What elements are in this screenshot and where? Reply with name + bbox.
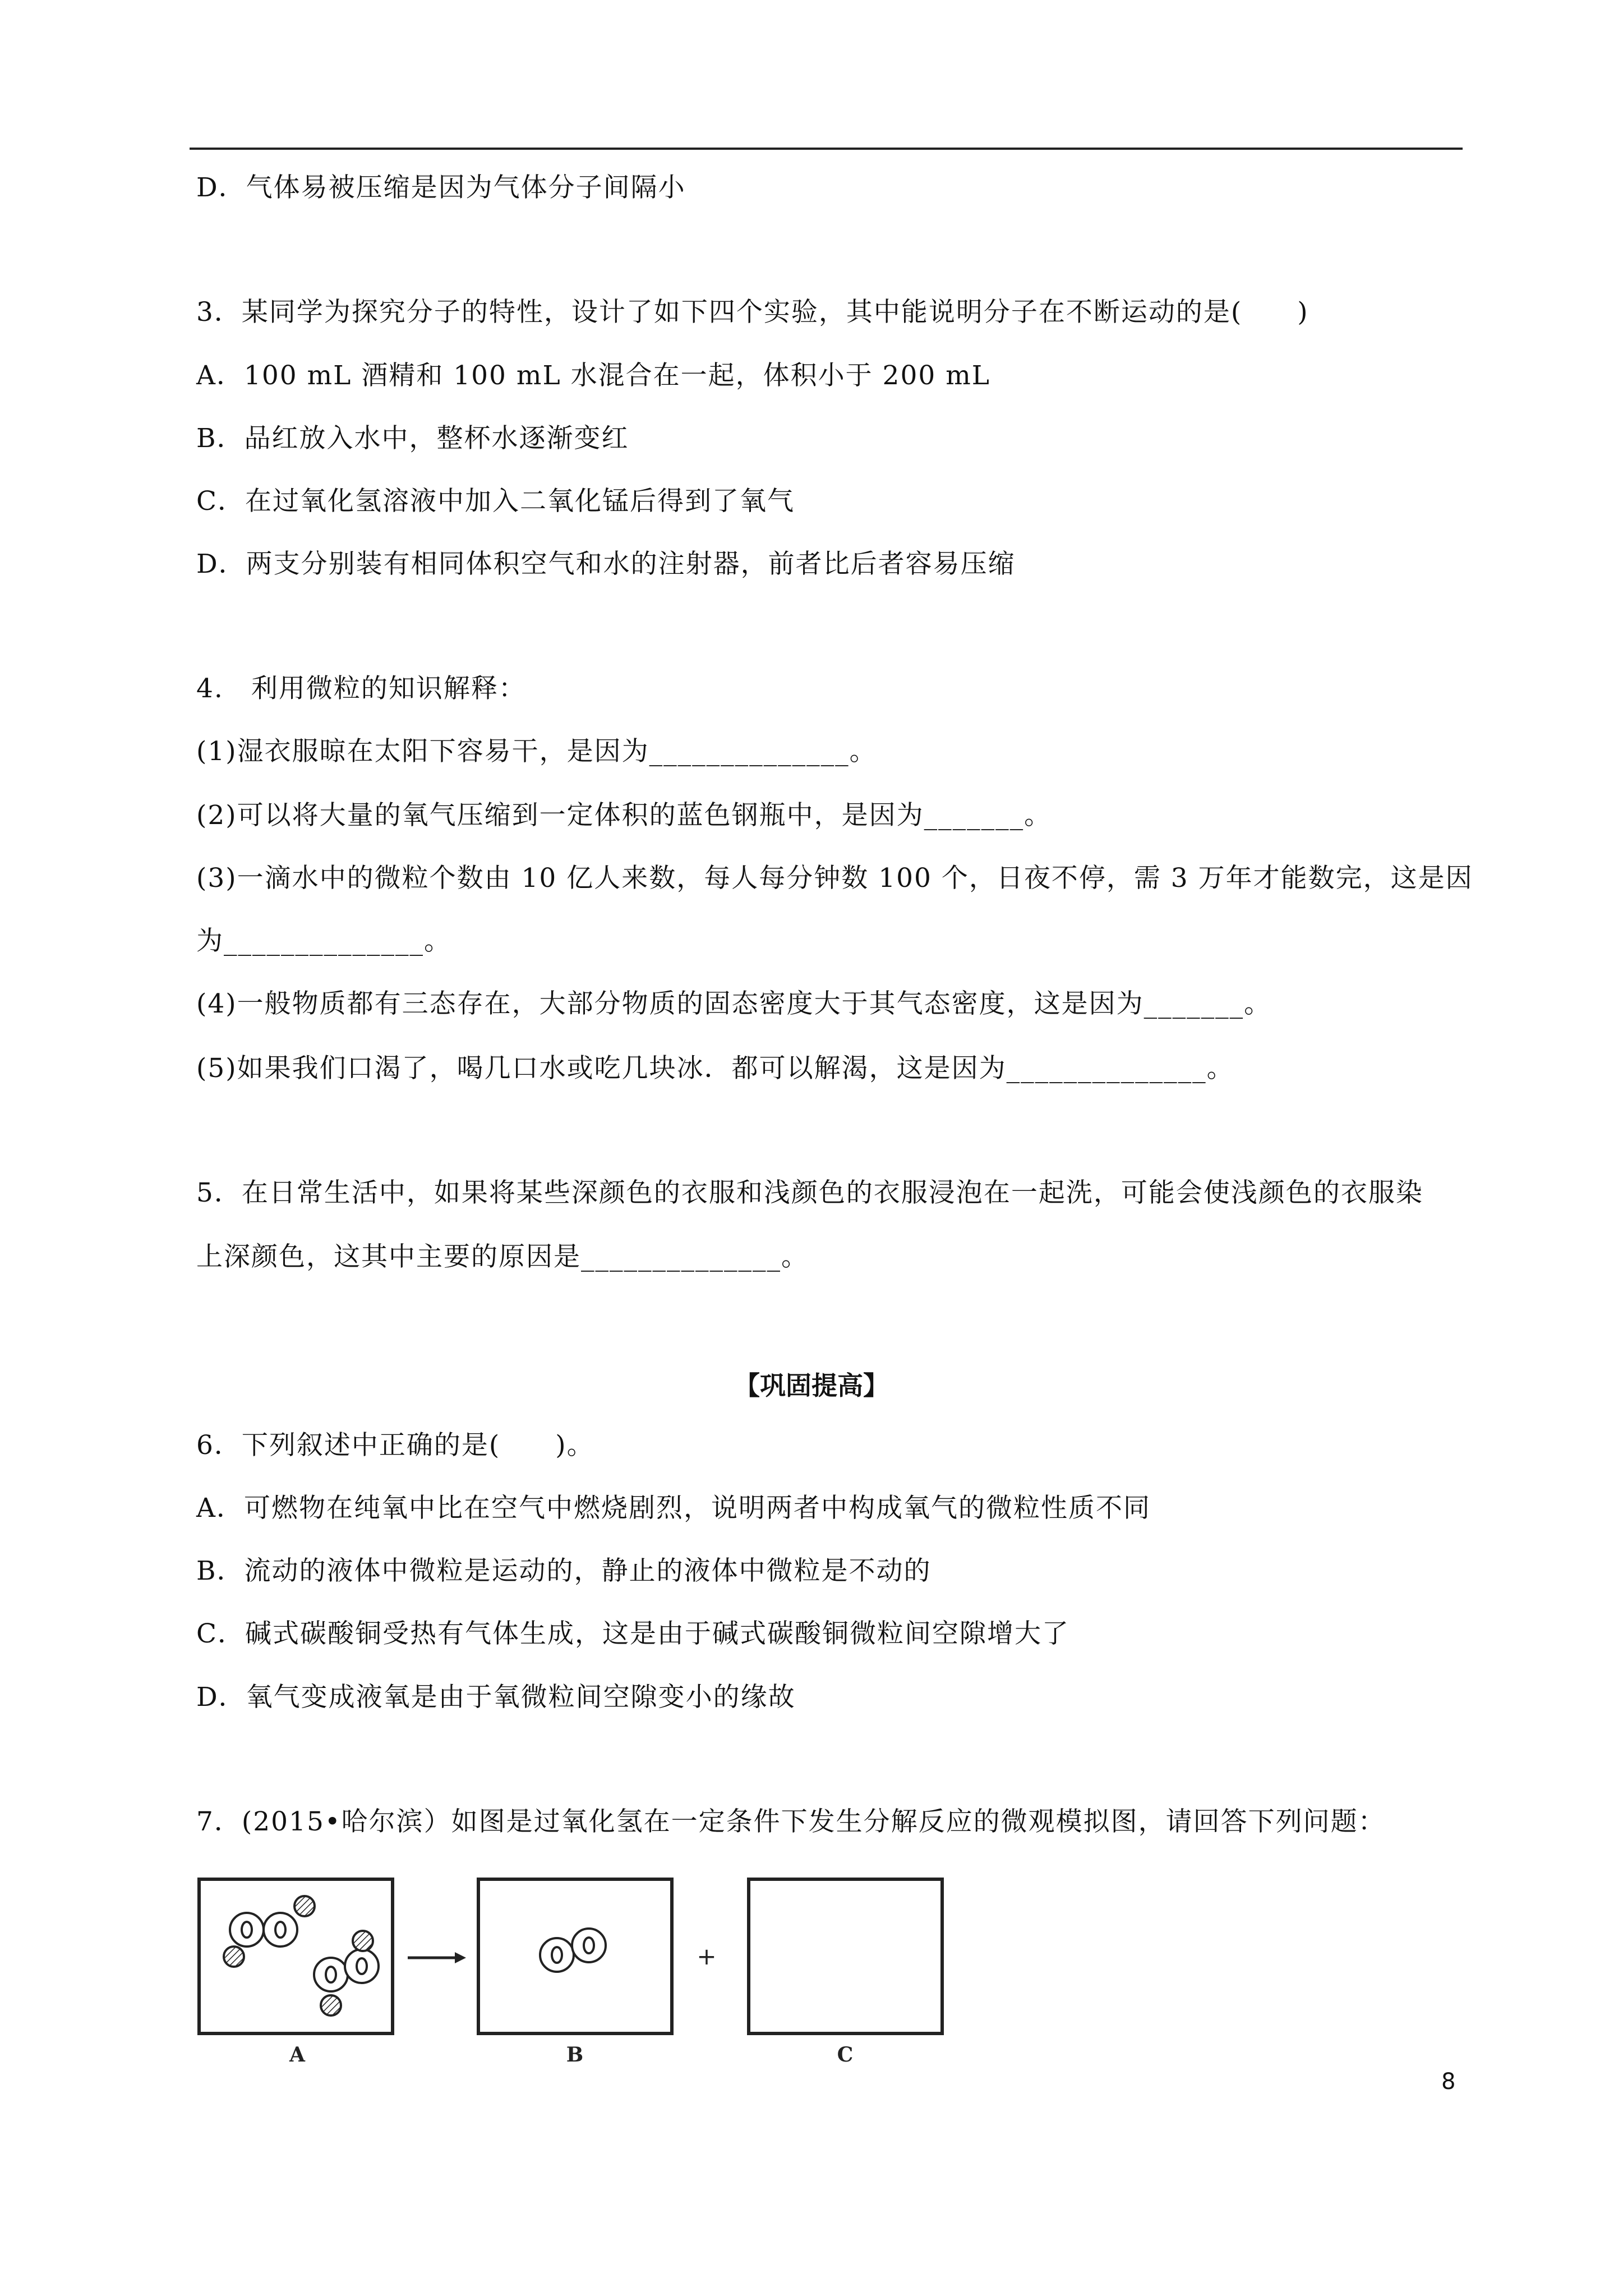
plus-sign: + (697, 1943, 717, 1970)
q6-option-d: D．氧气变成液氧是由于氧微粒间空隙变小的缘故 (196, 1682, 796, 1713)
oxygen-atom (345, 1949, 379, 1983)
header-rule (190, 148, 1463, 150)
hydrogen-atom (224, 1947, 244, 1967)
box-a-label: A (289, 2043, 305, 2067)
q4-sub-4: (4)一般物质都有三态存在，大部分物质的固态密度大于其气态密度，这是因为_______。 (196, 988, 1272, 1019)
q6-option-a: A．可燃物在纯氧中比在空气中燃烧剧烈，说明两者中构成氧气的微粒性质不同 (196, 1493, 1151, 1524)
q2-option-d: D．气体易被压缩是因为气体分子间隔小 (196, 172, 686, 203)
q6-stem: 6．下列叙述中正确的是( )。 (196, 1430, 594, 1461)
q3-option-c: C．在过氧化氢溶液中加入二氧化锰后得到了氧气 (196, 486, 795, 517)
q3-option-d: D．两支分别装有相同体积空气和水的注射器，前者比后者容易压缩 (196, 549, 1016, 579)
oxygen-atom (230, 1913, 264, 1947)
hydrogen-atom (353, 1931, 373, 1951)
hydrogen-atom (321, 1995, 341, 2016)
q4-stem: 4. 利用微粒的知识解释： (196, 673, 526, 704)
q3-stem: 3．某同学为探究分子的特性，设计了如下四个实验，其中能说明分子在不断运动的是( ) (196, 297, 1309, 328)
q3-option-a: A．100 mL 酒精和 100 mL 水混合在一起，体积小于 200 mL (196, 360, 990, 391)
section-title: 【巩固提高】 (734, 1370, 889, 1401)
q6-option-b: B．流动的液体中微粒是运动的，静止的液体中微粒是不动的 (196, 1556, 932, 1586)
box-c-label: C (837, 2043, 854, 2067)
reaction-diagram (193, 1868, 956, 2072)
box-c (749, 1879, 942, 2033)
q5-stem-cont: 上深颜色，这其中主要的原因是______________。 (196, 1241, 809, 1272)
box-a (199, 1879, 393, 2033)
q4-sub-5: (5)如果我们口渴了，喝几口水或吃几块冰．都可以解渴，这是因为______________。 (196, 1053, 1234, 1084)
q5-stem: 5．在日常生活中，如果将某些深颜色的衣服和浅颜色的衣服浸泡在一起洗，可能会使浅颜色的衣服染 (196, 1177, 1423, 1208)
q4-sub-1: (1)湿衣服晾在太阳下容易干，是因为______________。 (196, 736, 877, 767)
oxygen-atom (572, 1929, 606, 1962)
q4-sub-3: (3)一滴水中的微粒个数由 10 亿人来数，每人每分钟数 100 个，日夜不停，需 3 万年才能数完，这是因 (196, 863, 1473, 894)
reaction-arrow (408, 1952, 466, 1963)
oxygen-atom (540, 1938, 574, 1972)
q4-sub-3-cont: 为______________。 (196, 926, 451, 956)
q7-stem: 7．(2015•哈尔滨）如图是过氧化氢在一定条件下发生分解反应的微观模拟图，请回答下列问题： (196, 1806, 1386, 1837)
box-b (478, 1879, 672, 2033)
q6-option-c: C．碱式碳酸铜受热有气体生成，这是由于碱式碳酸铜微粒间空隙增大了 (196, 1618, 1069, 1649)
page-number: 8 (1441, 2069, 1456, 2095)
oxygen-atom (264, 1913, 297, 1947)
q4-sub-2: (2)可以将大量的氧气压缩到一定体积的蓝色钢瓶中，是因为_______。 (196, 800, 1052, 831)
box-b-label: B (566, 2043, 584, 2067)
oxygen-atom (314, 1958, 348, 1991)
hydrogen-atom (294, 1896, 315, 1916)
q3-option-b: B．品红放入水中，整杯水逐渐变红 (196, 423, 629, 454)
